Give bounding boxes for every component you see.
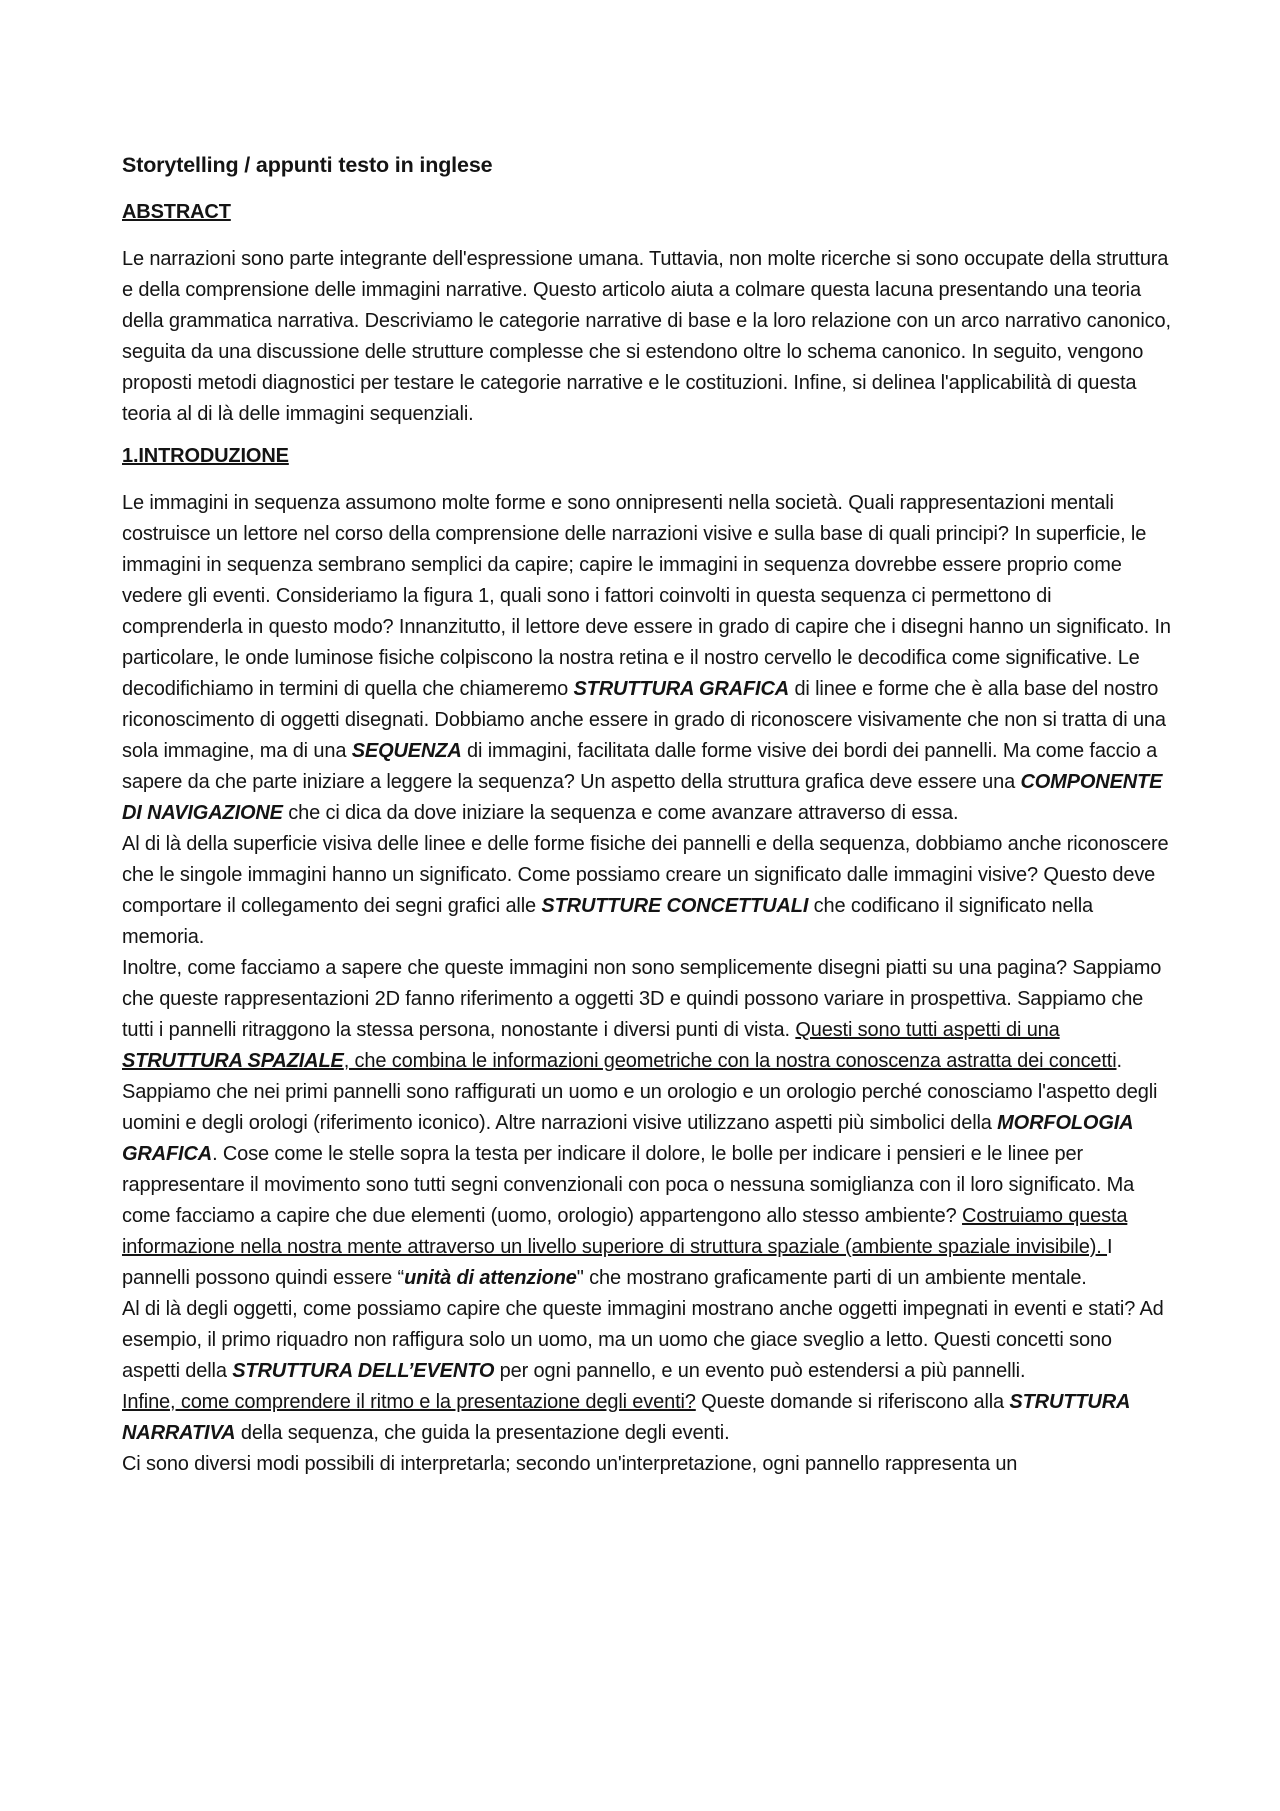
document-title: Storytelling / appunti testo in inglese [122,153,493,177]
intro-p1-text-d: che ci dica da dove iniziare la sequenza e come avanzare attraverso di essa. [282,802,959,824]
intro-p3-text-e: " che mostrano graficamente parti di un ambiente mentale. [576,1267,1087,1289]
intro-p3-text-a: Inoltre, come facciamo a sapere che queste immagini non sono semplicemente disegni piatti su una pagina? Sappiamo che queste rappresentazioni 2D fanno riferimento a oggetti 3D e quindi possono variare in prospettiva. Sappiamo che tutti i pannelli ritraggono la stessa persona, nonostante i diversi punti di vista. [122,957,1162,1041]
intro-paragraph-6 [122,1449,1172,1480]
intro-p3-text-b: . Sappiamo che nei primi pannelli sono raffigurati un uomo e un orologio e un orologio perché conosciamo l'aspetto degli uomini e degli orologi (riferimento iconico). Altre narrazioni visive utilizzano aspetti più simbolici della [122,1050,1158,1134]
intro-paragraph-4 [122,1294,1172,1387]
intro-p3-text-d: I pannelli possono quindi essere “ [122,1236,1113,1289]
intro-paragraph-5 [122,1387,1172,1449]
term-unita-attenzione: unità di attenzione [404,1267,577,1289]
intro-p3-underlined-1: Questi sono tutti aspetti di una [795,1019,1060,1041]
term-struttura-grafica: STRUTTURA GRAFICA [573,678,790,700]
term-componente-navigazione: COMPONENTE DI NAVIGAZIONE [122,771,1163,824]
intro-p6-text-a: Ci sono diversi modi possibili di interpretarla; secondo un'interpretazione, ogni pannello rappresenta un [122,1453,1018,1475]
term-sequenza: SEQUENZA [351,740,462,762]
intro-p3-underlined-3: Costruiamo questa informazione nella nostra mente attraverso un livello superiore di struttura spaziale (ambiente spaziale invisibile). [122,1205,1128,1258]
intro-p3-underlined-2: , che combina le informazioni geometriche con la nostra conoscenza astratta dei concetti [343,1050,1117,1072]
intro-p5-text-a: Queste domande si riferiscono alla [695,1391,1010,1413]
intro-p2-text-b: che codificano il significato nella memoria. [122,895,1094,948]
document-page [122,150,1172,1480]
abstract-paragraph: Le narrazioni sono parte integrante dell'espressione umana. Tuttavia, non molte ricerche si sono occupate della struttura e della comprensione delle immagini narrative. Questo articolo aiuta a colmare questa lacuna presentando una teoria della grammatica narrativa. Descriviamo le categorie narrative di base e la loro relazione con un arco narrativo canonico, seguita da una discussione delle strutture complesse che si estendono oltre lo schema canonico. In seguito, vengono proposti metodi diagnostici per testare le categorie narrative e le costituzioni. Infine, si delinea l'applicabilità di questa teoria al di là delle immagini sequenziali. [122,248,1171,425]
abstract-heading: ABSTRACT [122,201,231,223]
term-struttura-evento: STRUTTURA DELL’EVENTO [232,1360,495,1382]
intro-paragraph-3 [122,953,1172,1294]
intro-paragraph-2 [122,829,1172,953]
term-struttura-narrativa: STRUTTURA NARRATIVA [122,1391,1130,1444]
term-strutture-concettuali: STRUTTURE CONCETTUALI [541,895,809,917]
intro-p1-text-a: Le immagini in sequenza assumono molte forme e sono onnipresenti nella società. Quali rappresentazioni mentali costruisce un lettore nel corso della comprensione delle narrazioni visive e sulla base di quali principi? In superficie, le immagini in sequenza sembrano semplici da capire; capire le immagini in sequenza dovrebbe essere proprio come vedere gli eventi. Consideriamo la figura 1, quali sono i fattori coinvolti in questa sequenza ci permettono di comprenderla in questo modo? Innanzitutto, il lettore deve essere in grado di capire che i disegni hanno un significato. In particolare, le onde luminose fisiche colpiscono la nostra retina e il nostro cervello le decodifica come significative. Le decodifichiamo in termini di quella che chiameremo [122,492,1171,700]
intro-heading: 1.INTRODUZIONE [122,445,289,467]
intro-p1-text-c: di immagini, facilitata dalle forme visive dei bordi dei pannelli. Ma come faccio a sapere da che parte iniziare a leggere la sequenza? Un aspetto della struttura grafica deve essere una [122,740,1158,793]
intro-p5-underlined-1: Infine, come comprendere il ritmo e la presentazione degli eventi? [122,1391,696,1413]
intro-p3-text-c: . Cose come le stelle sopra la testa per indicare il dolore, le bolle per indicare i pensieri e le linee per rappresentare il movimento sono tutti segni convenzionali con poca o nessuna somiglianza con il loro significato. Ma come facciamo a capire che due elementi (uomo, orologio) appartengono allo stesso ambiente? [122,1143,1135,1227]
intro-paragraph-1 [122,488,1172,829]
intro-p5-text-b: della sequenza, che guida la presentazione degli eventi. [235,1422,730,1444]
term-morfologia-grafica: MORFOLOGIA GRAFICA [122,1112,1133,1165]
intro-p1-text-b: di linee e forme che è alla base del nostro riconoscimento di oggetti disegnati. Dobbiamo anche essere in grado di riconoscere visivamente che non si tratta di una sola immagine, ma di una [122,678,1166,762]
intro-p4-text-b: per ogni pannello, e un evento può estendersi a più pannelli. [494,1360,1026,1382]
intro-p4-text-a: Al di là degli oggetti, come possiamo capire che queste immagini mostrano anche oggetti impegnati in eventi e stati? Ad esempio, il primo riquadro non raffigura solo un uomo, ma un uomo che giace sveglio a letto. Questi concetti sono aspetti della [122,1298,1164,1382]
term-struttura-spaziale: STRUTTURA SPAZIALE [122,1050,344,1072]
intro-p2-text-a: Al di là della superficie visiva delle linee e delle forme fisiche dei pannelli e della sequenza, dobbiamo anche riconoscere che le singole immagini hanno un significato. Come possiamo creare un significato dalle immagini visive? Questo deve comportare il collegamento dei segni grafici alle [122,833,1169,917]
